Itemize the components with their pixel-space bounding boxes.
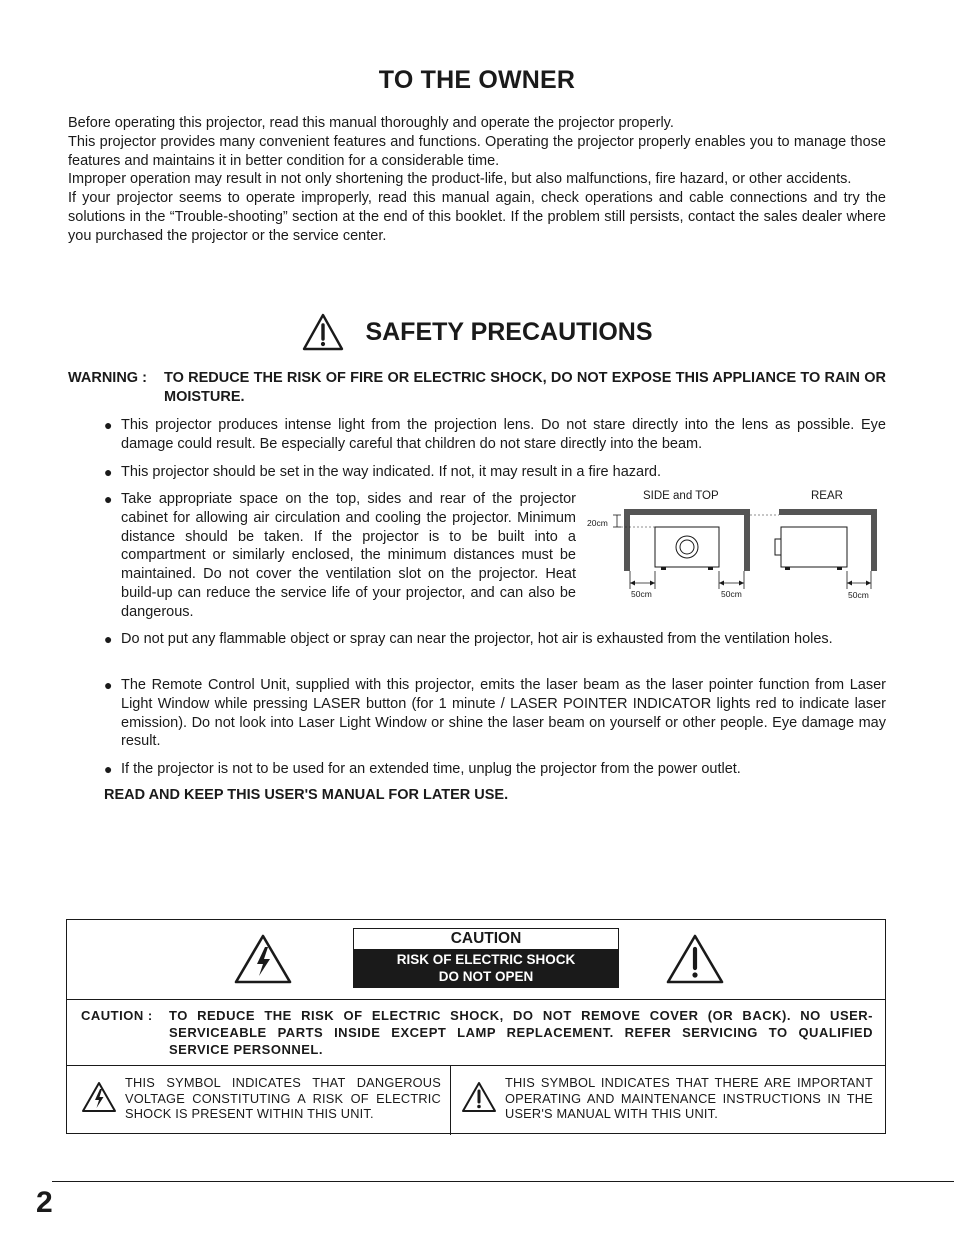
diagram-side-top-label: SIDE and TOP bbox=[643, 490, 719, 502]
footer-rule bbox=[52, 1181, 954, 1182]
safety-title: SAFETY PRECAUTIONS bbox=[365, 317, 653, 346]
symbol-voltage-text: THIS SYMBOL INDICATES THAT DANGEROUS VOLTAGE CONSTITUTING A RISK OF ELECTRIC SHOCK IS PRESENT WITHIN THIS UNIT. bbox=[125, 1075, 441, 1122]
bullet-dot: ● bbox=[104, 761, 113, 777]
safety-bullet bbox=[104, 630, 886, 649]
side-gap-left-label: 50cm bbox=[631, 589, 652, 599]
caution-label-row bbox=[67, 920, 885, 1000]
caution-label bbox=[353, 928, 619, 988]
bullet-text: Do not put any flammable object or spray can near the projector, hot air is exhausted from the ventilation holes. bbox=[121, 631, 833, 647]
top-gap-marker bbox=[613, 515, 655, 527]
page-number: 2 bbox=[36, 1186, 53, 1219]
side-gap-right-marker bbox=[719, 571, 744, 589]
bullet-dot: ● bbox=[104, 631, 113, 647]
projector-front-view bbox=[655, 527, 719, 570]
caution-label-head: CAUTION bbox=[354, 929, 618, 949]
owner-paragraph: Before operating this projector, read this manual thoroughly and operate the projector properly. bbox=[68, 115, 674, 131]
bullet-dot: ● bbox=[104, 491, 113, 507]
caution-label-body bbox=[354, 949, 618, 988]
owner-paragraph: If your projector seems to operate improperly, read this manual again, check operations and cable connections and try the solutions in the “Trouble-shooting” section at the end of this booklet. If the problem still persists, contact the sales dealer where you purchased the projector or the service center. bbox=[68, 190, 886, 244]
rear-gap-marker bbox=[847, 571, 871, 589]
symbol-divider bbox=[450, 1065, 451, 1135]
safety-bullet bbox=[104, 760, 886, 779]
caution-box bbox=[66, 919, 886, 1134]
owner-paragraph: This projector provides many convenient features and functions. Operating the projector properly enables you to manage those features and maintains it in better condition for a considerable time. bbox=[68, 133, 886, 169]
diagram-rear-label: REAR bbox=[811, 490, 843, 502]
symbol-explanations-row bbox=[67, 1065, 885, 1135]
safety-bullet bbox=[104, 490, 576, 622]
safety-bullet bbox=[104, 416, 886, 454]
warning-text: TO REDUCE THE RISK OF FIRE OR ELECTRIC SHOCK, DO NOT EXPOSE THIS APPLIANCE TO RAIN OR MOISTURE. bbox=[164, 370, 886, 405]
safety-bullet bbox=[104, 463, 886, 482]
bullet-dot: ● bbox=[104, 417, 113, 433]
read-keep-notice: READ AND KEEP THIS USER'S MANUAL FOR LATER USE. bbox=[104, 787, 509, 803]
caution-statement-row bbox=[67, 999, 885, 1066]
electric-shock-triangle-icon bbox=[233, 933, 293, 985]
bullet-text: Take appropriate space on the top, sides and rear of the projector cabinet for allowing air circulation and cooling the projector. Minimum distance should be taken. If the projector is to be built into a compartment or similarly enclosed, the minimum distances must be maintained. Do not cover the ventilation slot on the projector. Heat build-up can reduce the service life of your projector, and can also be dangerous. bbox=[121, 491, 576, 620]
caution-label-line1: RISK OF ELECTRIC SHOCK bbox=[396, 952, 576, 967]
warning-label: WARNING : bbox=[68, 370, 147, 386]
warning-block bbox=[68, 369, 886, 407]
bullet-text: This projector produces intense light from the projection lens. Do not stare directly into the lens as possible. Eye damage could result. Be especially careful that children do not stare directly into the beam. bbox=[121, 417, 886, 452]
warning-triangle-icon bbox=[301, 312, 345, 352]
electric-shock-triangle-icon bbox=[81, 1081, 117, 1113]
bullet-text: If the projector is not to be used for an extended time, unplug the projector from the power outlet. bbox=[121, 761, 741, 777]
bullet-dot: ● bbox=[104, 464, 113, 480]
symbol-instruction-text: THIS SYMBOL INDICATES THAT THERE ARE IMPORTANT OPERATING AND MAINTENANCE INSTRUCTIONS IN THE USER'S MANUAL WITH THIS UNIT. bbox=[505, 1075, 873, 1122]
bullet-text: This projector should be set in the way indicated. If not, it may result in a fire hazard. bbox=[121, 464, 661, 480]
bullet-text: The Remote Control Unit, supplied with this projector, emits the laser beam as the laser pointer function from Laser Light Window while pressing LASER button (for 1 minute / LASER POINTER INDICATOR lights red to indicate laser emission). Do not look into Laser Light Window or shine the laser beam on yourself or other people. Eye damage may result. bbox=[121, 677, 886, 750]
top-gap-label: 20cm bbox=[587, 518, 608, 528]
side-gap-right-label: 50cm bbox=[721, 589, 742, 599]
safety-bullet bbox=[104, 676, 886, 751]
projector-side-view bbox=[775, 527, 847, 570]
caution-statement-text: TO REDUCE THE RISK OF ELECTRIC SHOCK, DO NOT REMOVE COVER (OR BACK). NO USER-SERVICEABLE PARTS INSIDE EXCEPT LAMP REPLACEMENT. REFER SERVICING TO QUALIFIED SERVICE PERSONNEL. bbox=[169, 1008, 873, 1057]
caution-statement-label: CAUTION : bbox=[81, 1008, 153, 1023]
safety-heading bbox=[0, 312, 954, 352]
owner-intro bbox=[68, 114, 886, 246]
owner-paragraph: Improper operation may result in not only shortening the product-life, but also malfunctions, fire hazard, or other accidents. bbox=[68, 171, 852, 188]
exclamation-triangle-icon bbox=[461, 1081, 497, 1113]
side-gap-left-marker bbox=[630, 571, 655, 589]
rear-gap-label: 50cm bbox=[848, 590, 869, 600]
caution-statement bbox=[81, 1007, 873, 1058]
caution-label-line2: DO NOT OPEN bbox=[438, 969, 534, 984]
bullet-dot: ● bbox=[104, 677, 113, 693]
clearance-diagram bbox=[585, 485, 890, 605]
exclamation-triangle-icon bbox=[665, 933, 725, 985]
owner-title: TO THE OWNER bbox=[378, 66, 576, 94]
